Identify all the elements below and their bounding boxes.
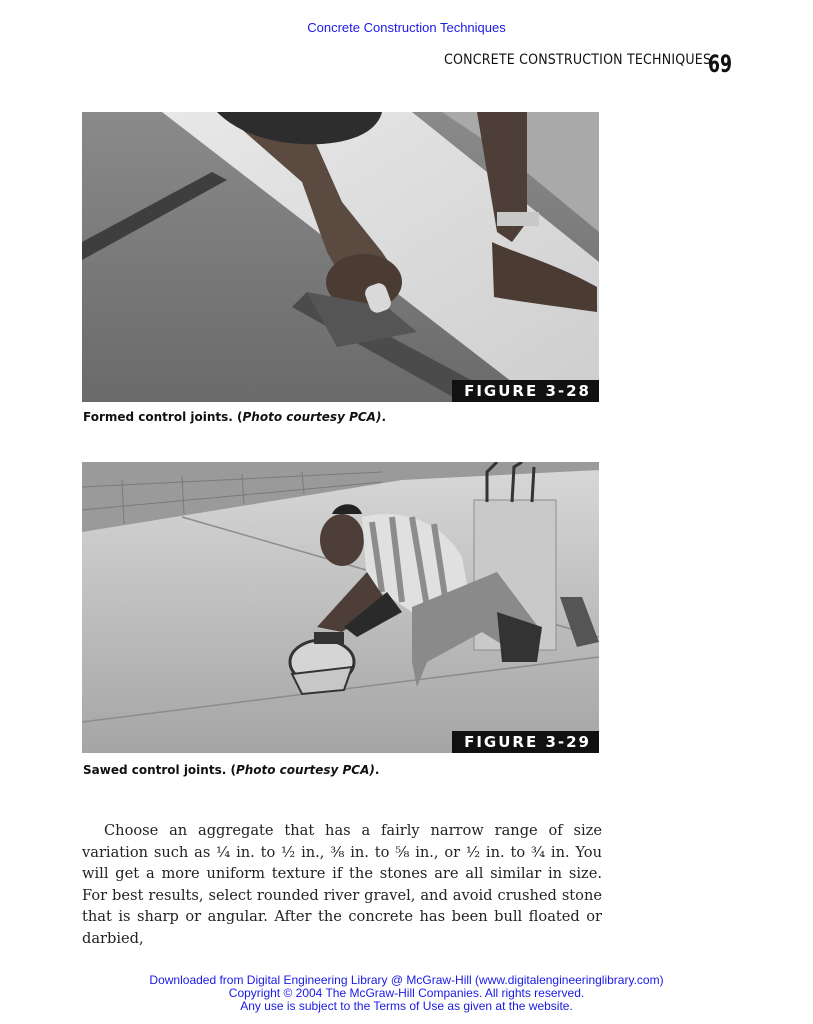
formed-joint-photo-illustration <box>82 112 599 402</box>
page-number: 69 <box>708 50 733 78</box>
caption-end: . <box>374 763 380 777</box>
caption-text: Formed control joints. ( <box>83 410 243 424</box>
figure-3-29-photo <box>82 462 599 753</box>
top-link[interactable]: Concrete Construction Techniques <box>307 20 506 35</box>
body-paragraph-text: Choose an aggregate that has a fairly narrow range of size variation such as ¹⁄₄ in. to ¹⁄₂ in., ³⁄₈ in. to ⁵⁄₈ in., or ¹⁄₂ in. to ³⁄₄ in. You will get a more uniform texture if the stones are all similar in size. For best results, select rounded river gravel, and avoid crushed stone that is sharp or angular. After the concrete has been bull floated or darbied, <box>82 822 602 947</box>
caption-text: Sawed control joints. ( <box>83 763 236 777</box>
figure-3-28-photo <box>82 112 599 402</box>
footer-line-copyright: Copyright © 2004 The McGraw-Hill Companies. All rights reserved. <box>228 986 585 1000</box>
caption-credit: Photo courtesy PCA) <box>235 763 375 777</box>
figure-label: FIGURE 3-29 <box>452 731 599 753</box>
footer-copyright <box>0 974 813 1013</box>
body-paragraph <box>82 820 602 950</box>
figure-caption <box>83 410 386 424</box>
footer-line-terms[interactable]: Any use is subject to the Terms of Use as given at the website. <box>240 999 573 1013</box>
caption-end: . <box>381 410 387 424</box>
footer-line-download[interactable]: Downloaded from Digital Engineering Library @ McGraw-Hill (www.digitalengineeringlibrary.com) <box>149 973 664 987</box>
figure-label: FIGURE 3-28 <box>452 380 599 402</box>
caption-credit: Photo courtesy PCA) <box>242 410 382 424</box>
sawed-joint-photo-illustration <box>82 462 599 753</box>
figure-caption <box>83 763 379 777</box>
running-head: CONCRETE CONSTRUCTION TECHNIQUES <box>444 52 712 68</box>
